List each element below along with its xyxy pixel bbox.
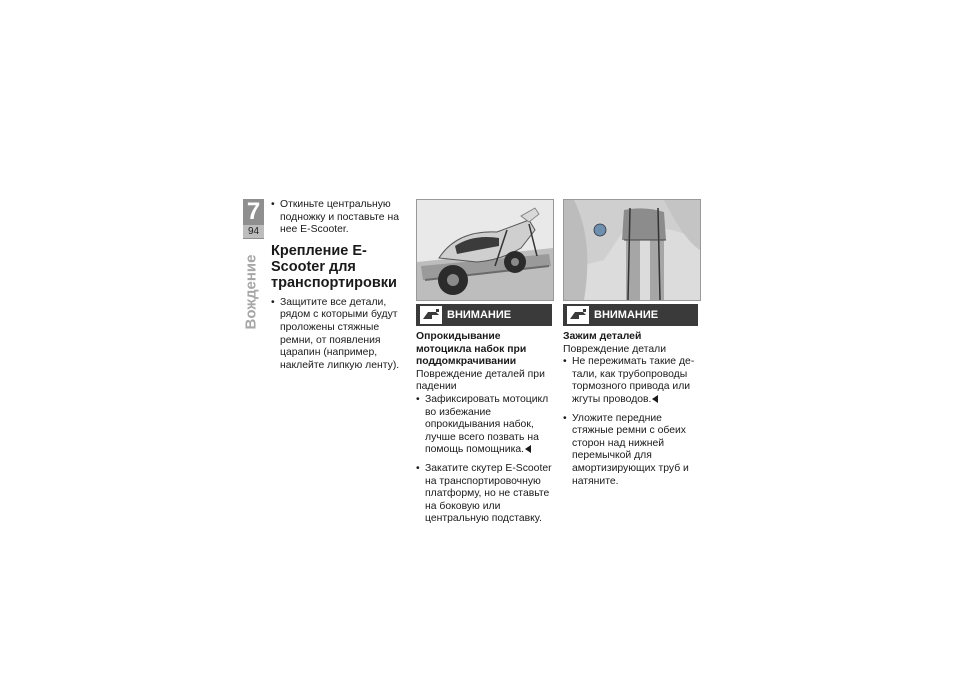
section-title: Вождение [242, 254, 260, 330]
column-middle [416, 199, 552, 532]
warning-list [416, 394, 552, 526]
warning-title: Опрокидывание мотоцикла набок при поддомкрачивании [416, 331, 527, 368]
chapter-marker [243, 199, 264, 239]
list-item [563, 356, 698, 406]
warning-bar [563, 304, 698, 326]
end-mark-icon [525, 445, 531, 453]
column-right [563, 199, 698, 494]
list-item: • Уложите передние стяжные ремни с обеих сторон над нижней перемычкой для амортизирующих труб и натяните. [563, 413, 698, 489]
warning-subtitle: Повреждение деталей при падении [416, 368, 545, 393]
intro-list [271, 199, 406, 237]
list-item-text: Зафиксировать мотоцикл во избежание опрокидывания набок, лучше всего позвать на помощь помощника. [425, 393, 549, 456]
warning-label: ВНИМАНИЕ [447, 308, 512, 321]
protect-list [271, 297, 406, 373]
scooter-on-trailer-photo [416, 199, 554, 301]
list-item: • Закатите скутер E-Scooter на транспортировочную платформу, но не ставьте на боковую или центральную подставку. [416, 463, 552, 526]
fork-straps-photo [563, 199, 701, 301]
warning-label: ВНИМАНИЕ [594, 308, 659, 321]
end-mark-icon [652, 395, 658, 403]
warning-title: Зажим деталей [563, 331, 642, 342]
section-heading: Крепление E-Scooter для транспортировки [271, 242, 397, 291]
section-tab [236, 242, 266, 342]
list-item-text: Не пережимать такие детали, как трубопроводы тормозного привода или жгуты проводов. [572, 356, 695, 405]
column-left [271, 199, 406, 378]
hand-warning-icon [567, 306, 589, 324]
page-number: 94 [243, 225, 264, 238]
list-item: • Откиньте центральную подножку и поставьте на нее E-Scooter. [271, 199, 406, 237]
warning-list [563, 356, 698, 488]
hand-warning-icon [420, 306, 442, 324]
list-item: • Защитите все детали, рядом с которыми будут проложены стяжные ремни, от появления царапин (например, наклейте липкую ленту). [271, 297, 406, 373]
list-item [416, 394, 552, 457]
warning-subtitle: Повреждение детали [563, 343, 666, 355]
chapter-number: 7 [246, 198, 261, 225]
warning-bar [416, 304, 552, 326]
